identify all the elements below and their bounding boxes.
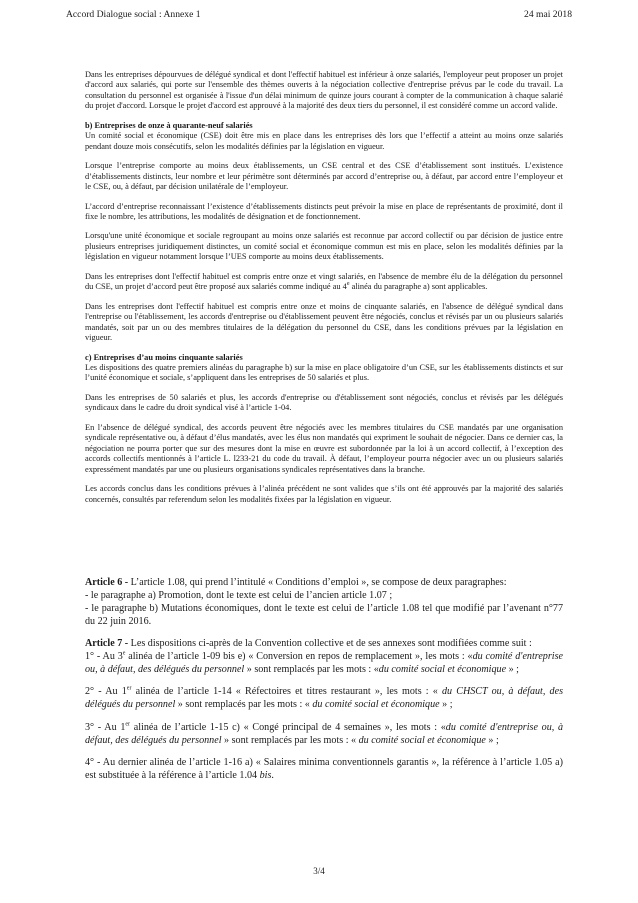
article-7 [85,638,563,677]
section-heading-c: c) Entreprises d’au moins cinquante salariés [85,352,243,362]
text: alinéa de l’article 1-14 « Réfectoires et titres restaurant », les mots : « [131,686,438,698]
italic-text: du comité d'entreprise ou, à défaut, des délégués du personnel [85,651,563,675]
page-number: 3/4 [313,866,325,876]
italic-text: du comité social et économique [378,663,507,675]
italic-text: bis [259,769,272,781]
article-7-item-4 [85,757,563,783]
text: » sont remplacés par les mots : « [221,734,357,746]
paragraph: Dans les entreprises dont l'effectif habituel est compris entre onze et moins de cinquante salariés, en l'absence de délégué syndical dans l'entreprise ou l'établissement, les accords d'entreprise ou d'établissement peuvent être négociés, conclus et révisés par un ou plusieurs salariés mandatés, soit par un ou des membres titulaires de la délégation du personnel du CSE, dans les conditions prévues par la législation en vigueur. [85,301,563,343]
italic-text: du comité d'entreprise ou, à défaut, des délégués du personnel [85,721,564,746]
paragraph [85,272,563,293]
list-item: - le paragraphe a) Promotion, dont le texte est celui de l’ancien article 1.07 ; [85,589,393,601]
paragraph: Dans les entreprises de 50 salariés et plus, les accords d'entreprise ou d'établissement sont négociés, conclus et révisés par les délégués syndicaux dans le cadre du droit syndical visé à l’article 1-04. [85,392,563,413]
body-text [85,70,563,514]
text: Dans les entreprises dont l'effectif habituel est compris entre onze et vingt salariés, en l'absence de membre élu de la délégation du personnel du CSE, un projet d’accord peut être proposé aux salariés comme indiqué au 4 [85,271,563,292]
paragraph: Lorsque l’entreprise comporte au moins deux établissements, un CSE central et des CSE d’établissement sont institués. L’existence d’établissements distincts, leur nombre et leur périmètre sont déterminés par accord d’entreprise ou, à défaut, par accord entre l’employeur et le CSE, ou, à défaut, par décision unilatérale de l’employeur. [85,161,563,192]
text: 3° - Au 1 [85,721,126,733]
paragraph: Un comité social et économique (CSE) doit être mis en place dans les entreprises dès lors que l’effectif a atteint au moins onze salariés pendant douze mois consécutifs, selon les modalités définies par la législation en vigueur. [85,131,563,151]
text: » sont remplacés par les mots : « [244,663,379,675]
text: » ; [439,699,453,711]
paragraph: Lorsqu'une unité économique et sociale regroupant au moins onze salariés est reconnue par accord collectif ou par décision de justice entre plusieurs entreprises juridiquement distinctes, un comité social et économique commun est mis en place, selon les modalités définies par la législation en vigueur notamment lorsque l’UES comporte au moins deux établissements. [85,231,563,262]
article-label: Article 6 - [85,577,129,588]
text: » ; [485,734,499,746]
article-7-item-2 [85,686,563,712]
text: alinéa de l’article 1-15 c) « Congé principal de 4 semaines », les mots : « [130,721,446,733]
paragraph: Les dispositions des quatre premiers alinéas du paragraphe b) sur la mise en place obligatoire d’un CSE, sur les établissements distincts et sur l’unité économique et sociale, s’appliquent dans les entreprises de 50 salariés et plus. [85,362,563,383]
text: L’article 1.08, qui prend l’intitulé « Conditions d’emploi », se compose de deux paragraphes: [128,577,507,588]
paragraph: Dans les entreprises dépourvues de délégué syndical et dont l'effectif habituel est inférieur à onze salariés, l'employeur peut proposer un projet d'accord aux salariés, qui porte sur l'ensemble des thèmes ouverts à la négociation collective d'entreprise prévus par le code du travail. La consultation du personnel est organisée à l'issue d'un délai minimum de quinze jours courant à compter de la communication à chaque salarié du projet d'accord. Lorsque le projet d'accord est approuvé à la majorité des deux tiers du personnel, il est considéré comme un accord valide. [85,70,563,111]
article-7-item-3 [85,722,563,748]
italic-text: du comité social et économique [356,734,486,746]
article-label: Article 7 - [85,638,129,650]
text: 1° - Au 3 [85,651,123,663]
text: » ; [506,663,519,675]
section-heading-b: b) Entreprises de onze à quarante-neuf salariés [85,120,253,130]
text: Les dispositions ci-après de la Convention collective et de ses annexes sont modifiées comme suit : [128,638,532,650]
text: » sont remplacés par les mots : « [175,699,310,711]
page-header [66,9,572,23]
italic-text: du CHSCT ou, à défaut, des délégués du personnel [85,686,564,711]
italic-text: du comité social et économique [309,699,440,711]
superscript: e [122,650,126,657]
text: . [271,769,274,781]
header-date: 24 mai 2018 [524,9,572,20]
text: alinéa du paragraphe a) sont applicables. [349,282,488,292]
paragraph: Les accords conclus dans les conditions prévues à l’alinéa précédent ne sont valides que s’ils ont été approuvés par la majorité des salariés concernés, consultés par referendum selon les modalités fixées par la législation en vigueur. [85,484,563,504]
articles-section [85,577,563,792]
superscript: er [125,721,131,728]
list-item: - le paragraphe b) Mutations économiques, dont le texte est celui de l’article 1.08 tel que modifié par l’avenant n°77 du 22 juin 2016. [85,602,563,627]
text: 2° - Au 1 [85,686,127,698]
superscript: er [126,685,132,692]
superscript: e [346,281,350,288]
article-6 [85,577,563,629]
paragraph: L’accord d’entreprise reconnaissant l’existence d’établissements distincts peut prévoir la mise en place de représentants de proximité, dont il fixe le nombre, les attributions, les modalités de désignation et de fonctionnement. [85,201,563,221]
text: alinéa de l’article 1-09 bis e) « Conversion en repos de remplacement », les mots : « [125,651,473,663]
header-title: Accord Dialogue social : Annexe 1 [66,9,201,20]
text: 4° - Au dernier alinéa de l’article 1-16 a) « Salaires minima conventionnels garantis », la référence à l’article 1.05 a) est substituée à la référence à l’article 1.04 [85,756,563,781]
paragraph: En l’absence de délégué syndical, des accords peuvent être négociés avec les membres titulaires du CSE mandatés par une organisation syndicale représentative ou, à défaut d’élus mandatés, avec les élus non mandatés qui expriment le souhait de négocier. Dans ce dernier cas, la négociation ne pourra porter que sur des mesures dont la mise en œuvre est subordonnée par la loi à un accord collectif, à l’exception des accords collectifs mentionnés à l’article L. l233-21 du code du travail. À défaut, l’employeur pourra négocier avec un ou plusieurs salariés expressément mandatés par une ou plusieurs organisations syndicales représentatives dans la branche. [85,422,563,474]
